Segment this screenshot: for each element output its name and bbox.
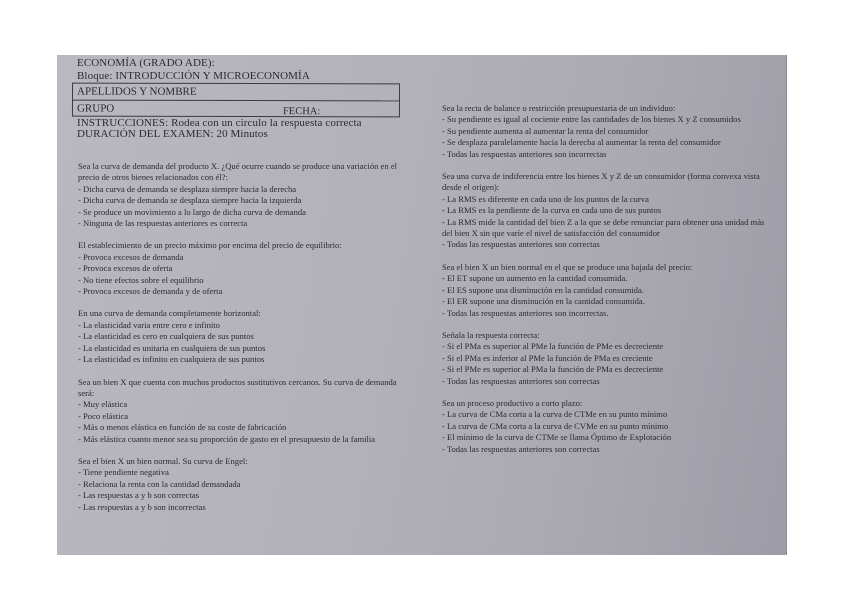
- exam-duration: DURACIÓN DEL EXAMEN: 20 Minutos: [77, 128, 268, 140]
- answer-option[interactable]: - El mínimo de la curva de CTMe se llama Óptimo de Explotación: [442, 432, 772, 443]
- exam-title: ECONOMÍA (GRADO ADE):: [77, 57, 215, 69]
- question-text: Sea el bien X un bien normal en el que se produce una bajada del precio:: [442, 261, 693, 272]
- answer-option[interactable]: - La RMS mide la cantidad del bien Z a la que se debe renunciar para obtener una unidad más del bien X sin que varíe el nivel de satisfacción del consumidor: [442, 217, 772, 240]
- question-text: Sea la recta de balance o restricción presupuestaria de un individuo:: [442, 103, 676, 113]
- question-text: Sea la curva de demanda del producto X. ¿Qué ocurre cuando se produce una variación en el precio de otros bienes relacionados con él?:: [78, 161, 398, 183]
- answer-option[interactable]: - Ninguna de las respuestas anteriores es correcta: [78, 218, 413, 229]
- answer-option[interactable]: - Todas las respuestas anteriores son incorrectas: [442, 149, 772, 160]
- questions-right-column: [442, 103, 772, 466]
- answer-option[interactable]: - La elasticidad varia entre cero e infinito: [78, 320, 413, 331]
- answer-option[interactable]: - La RMS es la pendiente de la curva en cada uno de sus puntos: [442, 205, 772, 216]
- answer-option[interactable]: - Se desplaza paralelamente hacia la derecha al aumentar la renta del consumidor: [442, 137, 772, 148]
- answer-option[interactable]: - Poco elástica: [78, 411, 413, 422]
- questions-left-column: [78, 161, 413, 524]
- question: [78, 308, 413, 365]
- question-text: Sea una curva de indiferencia entre los bienes X y Z de un consumidor (forma convexa vista desde el origen):: [442, 171, 760, 193]
- group-field[interactable]: [73, 100, 399, 118]
- answer-option[interactable]: - Las respuestas a y b son correctas: [78, 490, 413, 501]
- question: [442, 398, 772, 455]
- answer-option[interactable]: - La curva de CMa corta a la curva de CTMe en su punto mínimo: [442, 409, 772, 420]
- answer-option[interactable]: - Si el PMa es superior al PMe la función de PMe es decreciente: [442, 341, 772, 352]
- answer-option[interactable]: - La curva de CMa corta a la curva de CVMe en su punto mínimo: [442, 421, 772, 432]
- answer-option[interactable]: - Las respuestas a y b son incorrectas: [78, 502, 413, 513]
- question-text: Sea el bien X un bien normal. Su curva de Engel:: [78, 455, 248, 466]
- question: [442, 103, 772, 160]
- answer-option[interactable]: - Todas las respuestas anteriores son correctas: [442, 239, 772, 250]
- answer-option[interactable]: - Todas las respuestas anteriores son incorrectas.: [442, 308, 772, 319]
- date-field-label: FECHA:: [282, 106, 321, 118]
- answer-option[interactable]: - Más elástica cuanto menor sea su proporción de gasto en el presupuesto de la familia: [78, 434, 413, 445]
- question-text: Sea un proceso productivo a corto plazo:: [442, 397, 583, 408]
- question: [442, 262, 772, 319]
- question: [78, 240, 413, 297]
- instructions: INSTRUCCIONES: Rodea con un circulo la respuesta correcta: [77, 117, 362, 129]
- student-id-table: [72, 83, 400, 118]
- answer-option[interactable]: - El ET supone un aumento en la cantidad consumida.: [442, 273, 772, 284]
- group-field-label: GRUPO: [76, 102, 115, 115]
- question: [442, 330, 772, 387]
- question-text: El establecimiento de un precio máximo por encima del precio de equilibrio:: [78, 240, 342, 251]
- answer-option[interactable]: - Todas las respuestas anteriores son correctas: [442, 376, 772, 387]
- answer-option[interactable]: - Provoca excesos de demanda: [78, 252, 413, 263]
- answer-option[interactable]: - No tiene efectos sobre el equilibrio: [78, 275, 413, 286]
- answer-option[interactable]: - Su pendiente aumenta al aumentar la renta del consumidor: [442, 126, 772, 137]
- answer-option[interactable]: - Tiene pendiente negativa: [78, 467, 413, 478]
- answer-option[interactable]: - Si el PMa es inferior al PMe la función de PMa es creciente: [442, 353, 772, 364]
- question: [78, 377, 413, 445]
- question: [78, 161, 413, 229]
- question: [442, 171, 772, 251]
- exam-sheet-photo: [57, 55, 787, 555]
- answer-option[interactable]: - Su pendiente es igual al cociente entre las cantidades de los bienes X y Z consumidos: [442, 114, 772, 125]
- answer-option[interactable]: - Muy elástica: [78, 399, 413, 410]
- question: [78, 456, 413, 513]
- question-text: En una curva de demanda completamente horizontal:: [78, 308, 261, 319]
- name-field[interactable]: [73, 84, 399, 101]
- question-text: Sea un bien X que cuenta con muchos productos sustitutivos cercanos. Su curva de demanda será:: [78, 376, 397, 398]
- answer-option[interactable]: - La elasticidad es unitaria en cualquiera de sus puntos: [78, 343, 413, 354]
- answer-option[interactable]: - Dicha curva de demanda se desplaza siempre hacia la derecha: [78, 184, 413, 195]
- name-field-label: APELLIDOS Y NOMBRE: [77, 85, 197, 98]
- answer-option[interactable]: - Si el PMe es superior al PMa la función de PMa es decreciente: [442, 364, 772, 375]
- answer-option[interactable]: - La elasticidad es infinito en cualquiera de sus puntos: [78, 354, 413, 365]
- question-text: Señala la respuesta correcta:: [442, 329, 540, 340]
- answer-option[interactable]: - La RMS es diferente en cada uno de los puntos de la curva: [442, 194, 772, 205]
- answer-option[interactable]: - Se produce un movimiento a lo largo de dicha curva de demanda: [78, 207, 413, 218]
- answer-option[interactable]: - Provoca excesos de demanda y de oferta: [78, 286, 413, 297]
- answer-option[interactable]: - El ES supone una disminución en la cantidad consumida.: [442, 285, 772, 296]
- answer-option[interactable]: - Provoca excesos de oferta: [78, 263, 413, 274]
- answer-option[interactable]: - Dicha curva de demanda se desplaza siempre hacia la izquierda: [78, 195, 413, 206]
- answer-option[interactable]: - Todas las respuestas anteriores son correctas: [442, 444, 772, 455]
- answer-option[interactable]: - Relaciona la renta con la cantidad demandada: [78, 479, 413, 490]
- answer-option[interactable]: - El ER supone una disminución en la cantidad consumida.: [442, 296, 772, 307]
- exam-block: Bloque: INTRODUCCIÓN Y MICROECONOMÍA: [77, 70, 310, 82]
- answer-option[interactable]: - Más o menos elástica en función de su coste de fabricación: [78, 422, 413, 433]
- answer-option[interactable]: - La elasticidad es cero en cualquiera de sus puntos: [78, 331, 413, 342]
